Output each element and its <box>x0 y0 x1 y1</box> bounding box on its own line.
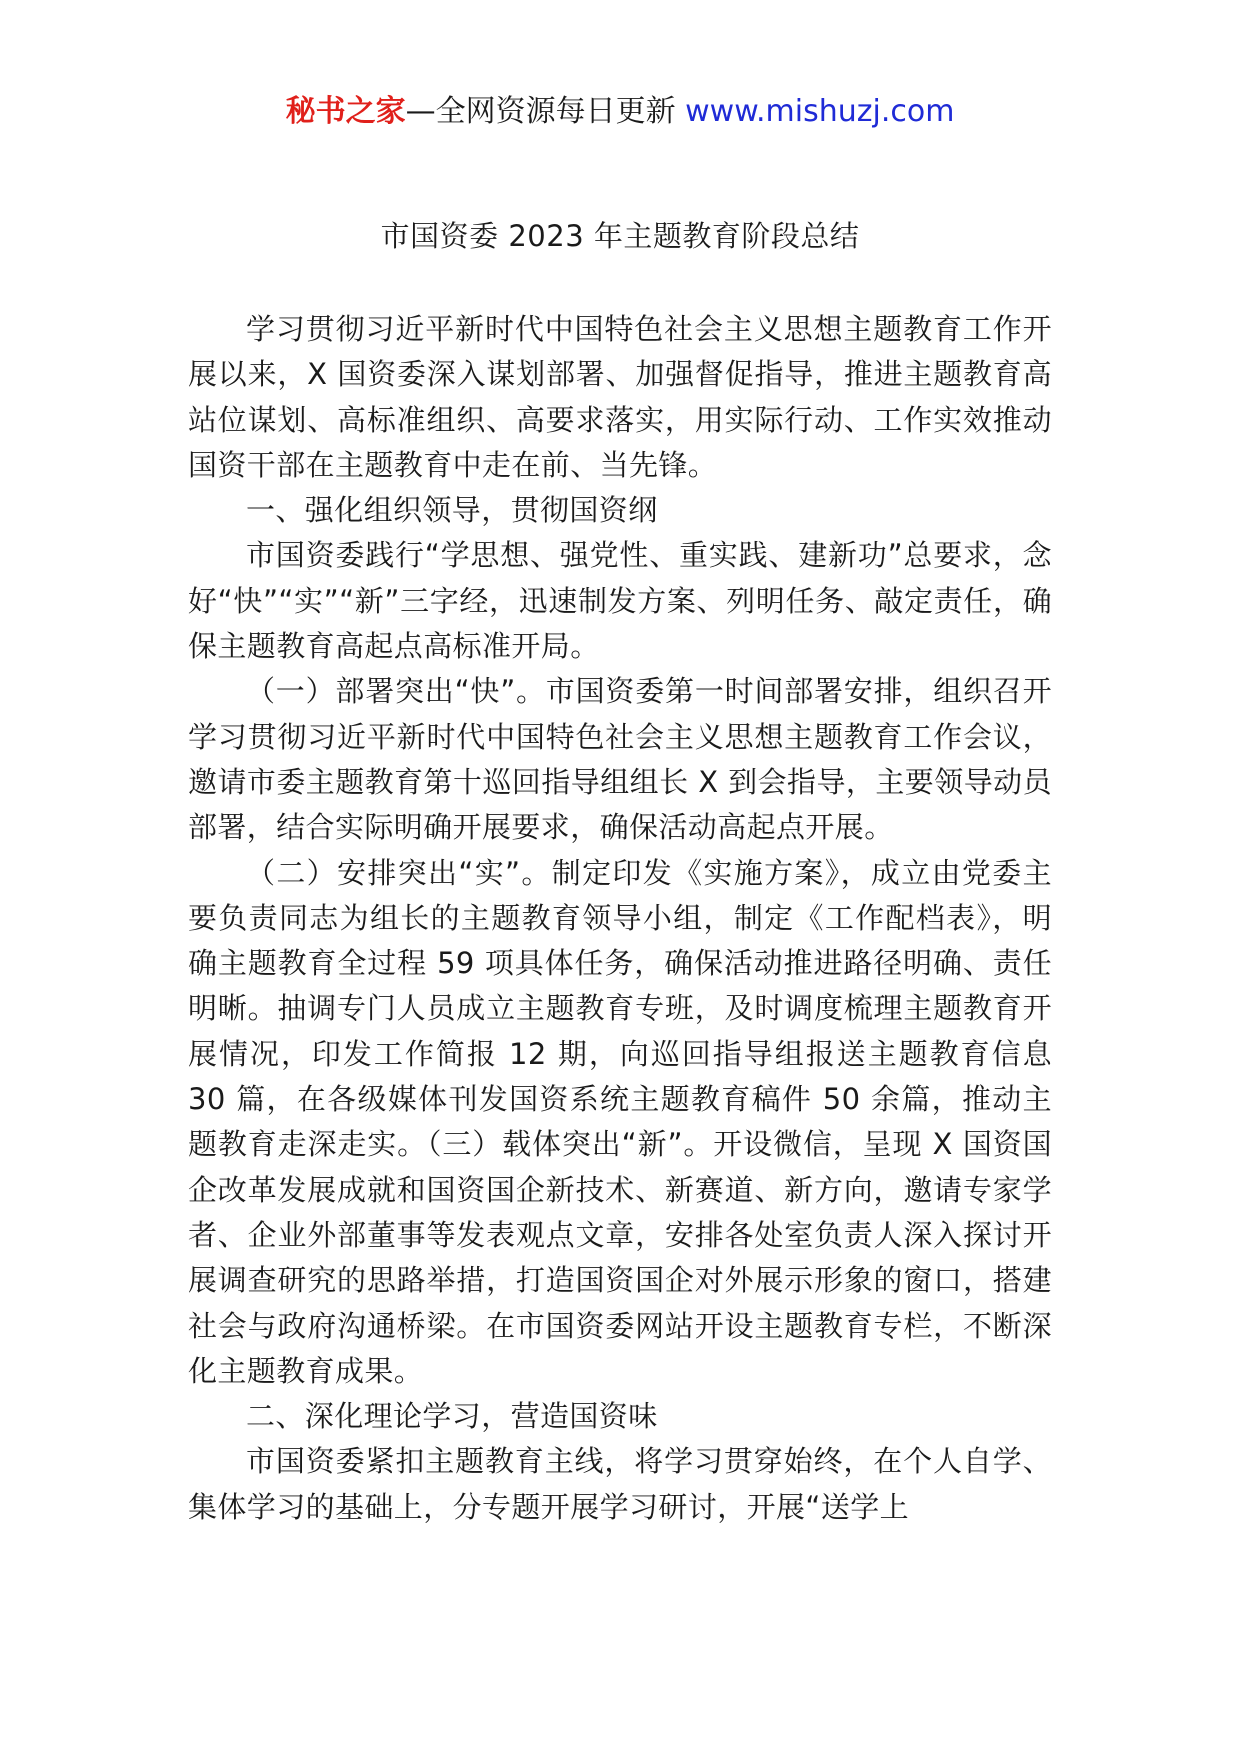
section-1-paragraph: 市国资委践行“学思想、强党性、重实践、建新功”总要求，念好“快”“实”“新”三字经，迅速制发方案、列明任务、敲定责任，确保主题教育高起点高标准开局。 <box>188 538 1052 664</box>
banner-tagline: —全网资源每日更新 <box>405 94 686 129</box>
site-banner <box>0 92 1240 132</box>
intro-paragraph: 学习贯彻习近平新时代中国特色社会主义思想主题教育工作开展以来，X 国资委深入谋划部署、加强督促指导，推进主题教育高站位谋划、高标准组织、高要求落实，用实际行动、工作实效推动国资干部在主题教育中走在前、当先锋。 <box>188 312 1052 482</box>
document-title: 市国资委 2023 年主题教育阶段总结 <box>380 219 860 253</box>
subsection-1-paragraph: （一）部署突出“快”。市国资委第一时间部署安排，组织召开学习贯彻习近平新时代中国特色社会主义思想主题教育工作会议，邀请市委主题教育第十巡回指导组组长 X 到会指导，主要领导动员部署，结合实际明确开展要求，确保活动高起点开展。 <box>188 674 1052 845</box>
brand-name: 秘书之家 <box>285 94 406 129</box>
section-2-paragraph: 市国资委紧扣主题教育主线，将学习贯穿始终，在个人自学、集体学习的基础上，分专题开展学习研讨，开展“送学上 <box>188 1444 1052 1524</box>
site-url-link[interactable]: www.mishuzj.com <box>685 94 955 129</box>
section-heading-2: 二、深化理论学习，营造国资味 <box>246 1399 658 1434</box>
subsection-2-3-paragraph: （二）安排突出“实”。制定印发《实施方案》，成立由党委主要负责同志为组长的主题教育领导小组，制定《工作配档表》，明确主题教育全过程 59 项具体任务，确保活动推进路径明确、责任明晰。抽调专门人员成立主题教育专班，及时调度梳理主题教育开展情况，印发工作简报 12 期，向巡回指导组报送主题教育信息 30 篇，在各级媒体刊发国资系统主题教育稿件 50 余篇，推动主题教育走深走实。（三）载体突出“新”。开设微信，呈现 X 国资国企改革发展成就和国资国企新技术、新赛道、新方向，邀请专家学者、企业外部董事等发表观点文章，安排各处室负责人深入探讨开展调查研究的思路举措，打造国资国企对外展示形象的窗口，搭建社会与政府沟通桥梁。在市国资委网站开设主题教育专栏，不断深化主题教育成果。 <box>188 855 1052 1388</box>
section-heading-1: 一、强化组织领导，贯彻国资纲 <box>246 493 658 528</box>
document-body <box>188 307 1052 1530</box>
